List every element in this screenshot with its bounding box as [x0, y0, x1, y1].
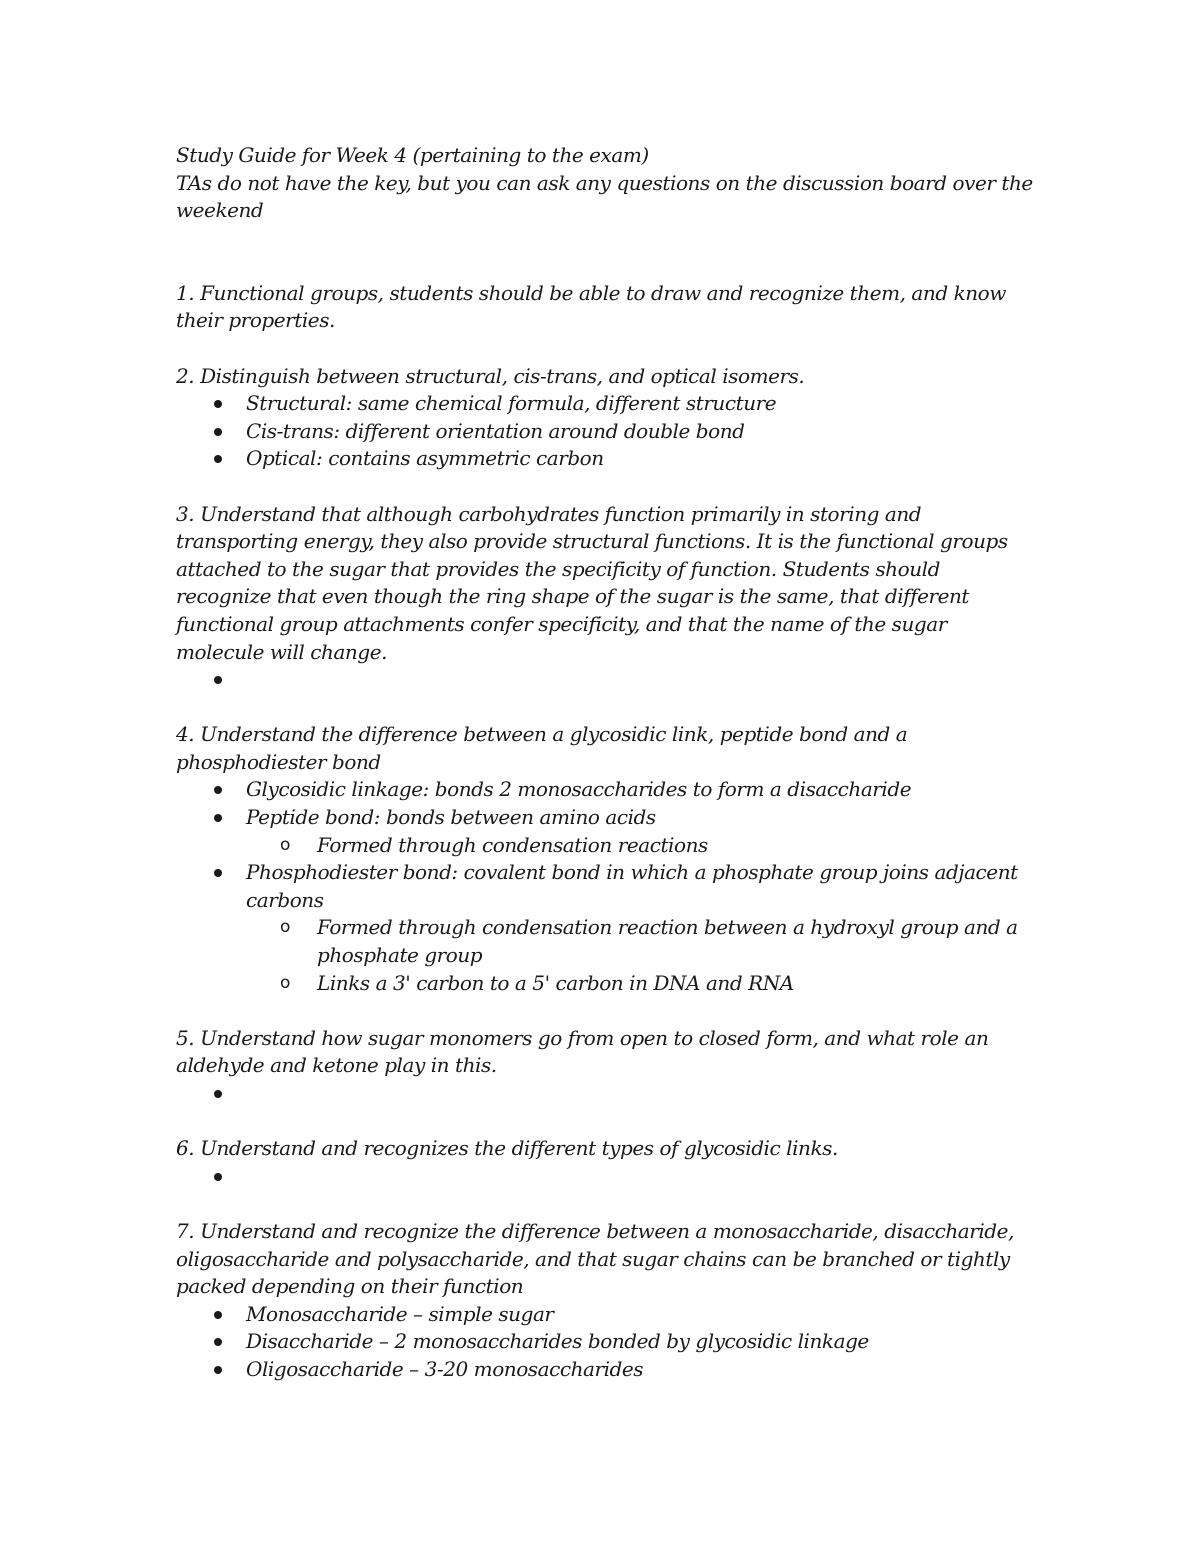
list-item-empty [176, 666, 1036, 694]
list-item: Phosphodiester bond: covalent bond in which a phosphate group joins adjacent carbons [176, 859, 1036, 914]
sub-list-item: o Links a 3' carbon to a 5' carbon in DNA and RNA [176, 970, 1036, 998]
section-7-text: 7. Understand and recognize the difference between a monosaccharide, disaccharide, oligosaccharide and polysaccharide, and that sugar chains can be branched or tightly packed depending on their function [176, 1218, 1014, 1299]
bullet-icon [214, 400, 222, 408]
list-item-empty [176, 1080, 1036, 1108]
section-5-list [176, 1080, 1036, 1108]
bullet-icon [214, 1090, 222, 1098]
spacer [176, 1190, 1036, 1218]
bullet-icon [214, 814, 222, 822]
document-body [176, 142, 1036, 1384]
bullet-icon [214, 455, 222, 463]
list-item-empty [176, 1163, 1036, 1191]
bullet-icon [214, 786, 222, 794]
spacer [176, 1108, 1036, 1136]
document-note: TAs do not have the key, but you can ask any questions on the discussion board over the weekend [176, 170, 1033, 223]
list-item: Structural: same chemical formula, different structure [176, 390, 1036, 418]
spacer [176, 335, 1036, 363]
document-title: Study Guide for Week 4 (pertaining to the exam) [176, 143, 649, 167]
section-4-list [176, 776, 1036, 997]
circle-bullet-icon: o [280, 972, 290, 993]
section-3-list [176, 666, 1036, 694]
spacer [176, 225, 1036, 280]
bullet-icon [214, 1338, 222, 1346]
section-4-text: 4. Understand the difference between a glycosidic link, peptide bond and a phosphodiester bond [176, 722, 908, 774]
spacer [176, 473, 1036, 501]
bullet-icon [214, 869, 222, 877]
spacer [176, 997, 1036, 1025]
list-item: Optical: contains asymmetric carbon [176, 445, 1036, 473]
list-item: Cis-trans: different orientation around double bond [176, 418, 1036, 446]
bullet-icon [214, 676, 222, 684]
sub-list-item: o Formed through condensation reaction between a hydroxyl group and a phosphate group [280, 915, 1018, 968]
section-6-list [176, 1163, 1036, 1191]
section-2-text: 2. Distinguish between structural, cis-trans, and optical isomers. [176, 363, 805, 388]
circle-bullet-icon: o [280, 917, 290, 938]
bullet-icon [214, 1366, 222, 1374]
section-7-list [176, 1301, 1036, 1384]
section-1-text: 1. Functional groups, students should be able to draw and recognize them, and know their properties. [176, 280, 1006, 333]
section-3-text: 3. Understand that although carbohydrates function primarily in storing and transporting energy, they also provide structural functions. It is the functional groups attached to the sugar that provides the specificity of function. Students should recognize that even though the ring shape of the sugar is the same, that different functional group attachments confer specificity, and that the name of the sugar molecule will change. [176, 501, 1008, 664]
list-item: Oligosaccharide – 3-20 monosaccharides [176, 1356, 1036, 1384]
bullet-icon [214, 1173, 222, 1181]
list-item: Disaccharide – 2 monosaccharides bonded by glycosidic linkage [176, 1328, 1036, 1356]
list-item: Glycosidic linkage: bonds 2 monosaccharides to form a disaccharide [176, 776, 1036, 804]
sub-list-item: o Formed through condensation reactions [176, 832, 1036, 860]
bullet-icon [214, 1311, 222, 1319]
section-5-text: 5. Understand how sugar monomers go from open to closed form, and what role an aldehyde and ketone play in this. [176, 1025, 989, 1078]
list-item: Monosaccharide – simple sugar [176, 1301, 1036, 1329]
section-2-list [176, 390, 1036, 473]
spacer [176, 694, 1036, 722]
bullet-icon [214, 428, 222, 436]
list-item: Peptide bond: bonds between amino acids [176, 804, 1036, 832]
section-6-text: 6. Understand and recognizes the different types of glycosidic links. [176, 1136, 838, 1161]
circle-bullet-icon: o [280, 834, 290, 855]
